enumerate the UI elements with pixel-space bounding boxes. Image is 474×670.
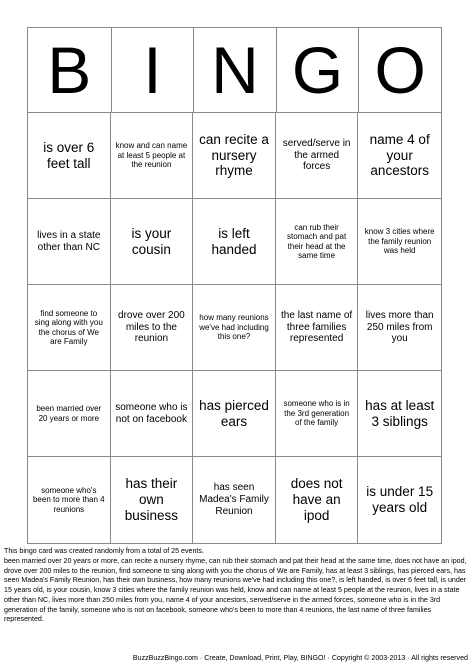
events-intro: This bingo card was created randomly from a total of 25 events. <box>4 547 204 555</box>
bingo-cell: name 4 of your ancestors <box>358 113 441 199</box>
bingo-cell: find someone to sing along with you the chorus of We are Family <box>28 285 111 371</box>
bingo-cell: is left handed <box>193 199 276 285</box>
header-letter-i: I <box>111 28 194 112</box>
bingo-header <box>28 28 441 113</box>
header-letter-b: B <box>47 33 92 107</box>
header-letter-n: N <box>193 28 276 112</box>
copyright-line: BuzzBuzzBingo.com · Create, Download, Print, Play, BINGO! · Copyright © 2003-2013 · All rights reserved <box>132 654 468 662</box>
bingo-cell: is over 6 feet tall <box>28 113 111 199</box>
bingo-cell: can rub their stomach and pat their head at the same time <box>276 199 359 285</box>
bingo-cell: how many reunions we've had including this one? <box>193 285 276 371</box>
bingo-cell: is your cousin <box>111 199 194 285</box>
bingo-cell: the last name of three families represented <box>276 285 359 371</box>
bingo-cell: been married over 20 years or more <box>28 371 111 457</box>
events-description <box>4 547 470 625</box>
bingo-cell: served/serve in the armed forces <box>276 113 359 199</box>
bingo-cell: can recite a nursery rhyme <box>193 113 276 199</box>
bingo-cell: lives more than 250 miles from you <box>358 285 441 371</box>
bingo-cell: has at least 3 siblings <box>358 371 441 457</box>
bingo-cell: has pierced ears <box>193 371 276 457</box>
bingo-card <box>27 27 442 544</box>
header-letter-o: O <box>358 28 441 112</box>
bingo-cell: know and can name at least 5 people at the reunion <box>111 113 194 199</box>
bingo-cell: know 3 cities where the family reunion was held <box>358 199 441 285</box>
bingo-cell: is under 15 years old <box>366 484 434 515</box>
header-letter-g: G <box>276 28 359 112</box>
bingo-grid <box>28 113 441 543</box>
bingo-cell: does not have an ipod <box>276 457 359 543</box>
bingo-cell: has their own business <box>111 457 194 543</box>
bingo-cell: someone who is not on facebook <box>111 371 194 457</box>
bingo-cell: lives in a state other than NC <box>28 199 111 285</box>
bingo-cell: someone who is in the 3rd generation of the family <box>276 371 359 457</box>
bingo-cell: has seen Madea's Family Reunion <box>193 457 276 543</box>
bingo-cell: drove over 200 miles to the reunion <box>111 285 194 371</box>
events-list: been married over 20 years or more, can recite a nursery rhyme, can rub their stomach and pat their head at the same time, does not have an ipod, drove over 200 miles to the reunion, find someone to sing along with you the chorus of We are Family, has at least 3 siblings, has pierced ears, has seen Madea's Family Reunion, has their own business, how many reunions we've had including this one?, is left handed, is over 6 feet tall, is under 15 years old, is your cousin, know 3 cities where the family reunion was held, know and can name at least 5 people at the reunion, lives in a state other than NC, lives more than 250 miles from you, name 4 of your ancestors, served/serve in the armed forces, someone who is in the 3rd generation of the family, someone who is not on facebook, someone who's been to more than 4 reunions, the last name of three families represented. <box>4 556 467 624</box>
bingo-cell: someone who's been to more than 4 reunions <box>28 457 111 543</box>
